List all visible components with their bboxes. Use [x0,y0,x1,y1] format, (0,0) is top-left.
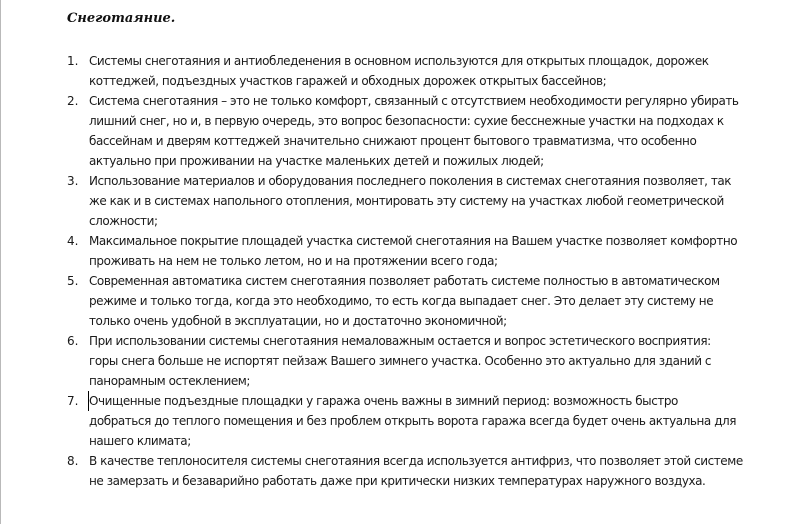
text-line: только очень удобной в эксплуатации, но и достаточно экономичной; [89,314,507,328]
list-item-number: 3. [67,174,79,188]
text-line: горы снега больше не испортят пейзаж Вашего зимнего участка. Особенно это актуально для зданий с [89,354,712,368]
list-item-text[interactable] [89,171,769,231]
list-item-text[interactable] [89,331,769,391]
numbered-list [0,51,793,491]
list-item [0,331,793,391]
list-item [0,451,793,491]
list-item-text[interactable] [89,271,769,331]
text-line: бассейнам и дверям коттеджей значительно снижают процент бытового травматизма, что особенно [89,134,697,148]
list-item-number: 6. [67,334,79,348]
list-item-text[interactable] [89,451,769,491]
text-line: сложности; [89,214,158,228]
text-line: же как и в системах напольного отопления, монтировать эту систему на участках любой геометрической [89,194,724,208]
text-line: Использование материалов и оборудования последнего поколения в системах снеготаяния позволяет, так [89,174,732,188]
text-line: Современная автоматика систем снеготаяния позволяет работать системе полностью в автоматическом [89,274,720,288]
list-item-text[interactable] [89,51,769,91]
document-heading: Снеготаяние. [67,11,176,26]
text-line: Очищенные подъездные площадки у гаража очень важны в зимний период: возможность быстро [88,391,769,411]
text-line: добраться до теплого помещения и без проблем открыть ворота гаража всегда будет очень актуальна для [89,414,737,428]
list-item-number: 5. [67,274,79,288]
text-line: коттеджей, подъездных участков гаражей и обходных дорожек открытых бассейнов; [89,74,607,88]
list-item [0,171,793,231]
text-line: не замерзать и безаварийно работать даже при критически низких температурах наружного воздуха. [89,474,706,488]
text-line: Система снеготаяния – это не только комфорт, связанный с отсутствием необходимости регулярно убирать [89,94,739,108]
list-item [0,231,793,271]
text-line: панорамным остеклением; [89,374,250,388]
list-item-text[interactable] [89,391,769,451]
text-line: В качестве теплоносителя системы снеготаяния всегда используется антифриз, что позволяет этой системе [89,454,743,468]
text-line: актуально при проживании на участке маленьких детей и пожилых людей; [89,154,544,168]
list-item-number: 4. [67,234,79,248]
list-item [0,271,793,331]
text-line: нашего климата; [89,434,191,448]
text-line: проживать на нем не только летом, но и на протяжении всего года; [89,254,498,268]
text-line: Системы снеготаяния и антиобледенения в основном используются для открытых площадок, дорожек [89,54,709,68]
text-line: Максимальное покрытие площадей участка системой снеготаяния на Вашем участке позволяет комфортно [89,234,738,248]
list-item-number: 2. [67,94,79,108]
list-item [0,391,793,451]
list-item-number: 7. [67,394,79,408]
list-item-number: 1. [67,54,79,68]
list-item-text[interactable] [89,91,769,171]
list-item-number: 8. [67,454,79,468]
list-item [0,51,793,91]
text-line: лишний снег, но и, в первую очередь, это вопрос безопасности: сухие бесснежные участки на подходах к [89,114,724,128]
text-line: режиме и только тогда, когда это необходимо, то есть когда выпадает снег. Это делает эту систему не [89,294,714,308]
list-item-text[interactable] [89,231,769,271]
list-item [0,91,793,171]
text-line: При использовании системы снеготаяния немаловажным остается и вопрос эстетического восприятия: [89,334,711,348]
